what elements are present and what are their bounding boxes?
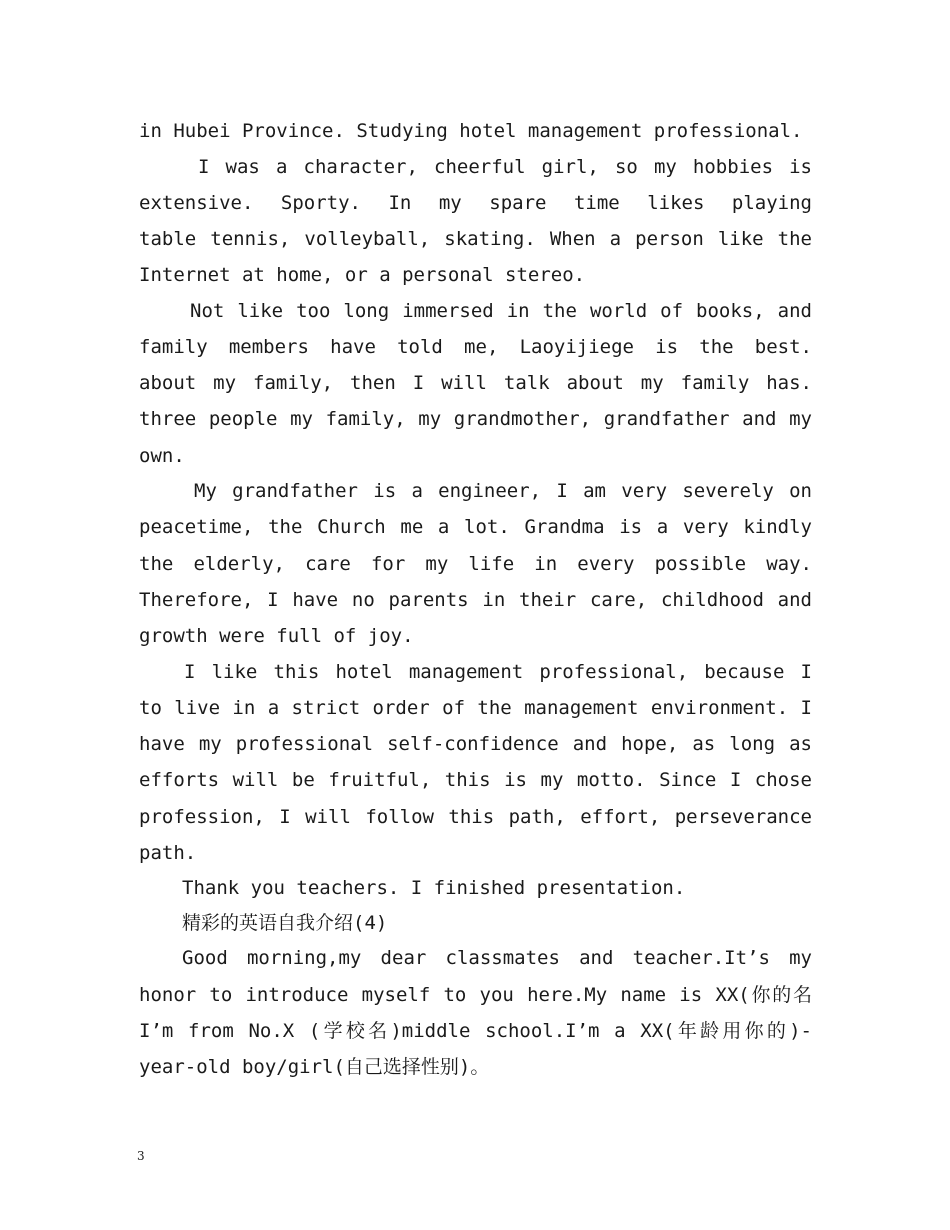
text-line: Therefore, I have no parents in their care, childhood and <box>139 589 812 611</box>
text-line: three people my family, my grandmother, grandfather and my <box>139 408 812 430</box>
text-line: Not like too long immersed in the world of books, and <box>190 300 812 322</box>
text-line: extensive. Sporty. In my spare time likes playing <box>139 192 812 214</box>
text-line: I was a character, cheerful girl, so my hobbies is <box>198 156 812 178</box>
text-line: table tennis, volleyball, skating. When a person like the <box>139 228 812 250</box>
text-line: about my family, then I will talk about my family has. <box>139 372 812 394</box>
text-line: I’m from No.X (学校名)middle school.I’m a XX(年龄用你的)- <box>139 1020 812 1042</box>
section-heading: 精彩的英语自我介绍(4) <box>182 912 388 934</box>
text-line: honor to introduce myself to you here.My name is XX(你的名 <box>139 984 812 1006</box>
text-line: have my professional self-confidence and hope, as long as <box>139 733 812 755</box>
text-line: in Hubei Province. Studying hotel management professional. <box>139 120 803 142</box>
text-line: to live in a strict order of the management environment. I <box>139 697 812 719</box>
text-line: peacetime, the Church me a lot. Grandma is a very kindly <box>139 516 812 538</box>
text-line: My grandfather is a engineer, I am very severely on <box>194 480 812 502</box>
text-line: own. <box>139 445 185 467</box>
text-line: Good morning,my dear classmates and teacher.It’s my <box>182 947 812 969</box>
text-line: efforts will be fruitful, this is my motto. Since I chose <box>139 769 812 791</box>
page-number: 3 <box>137 1149 145 1163</box>
text-line: growth were full of joy. <box>139 625 414 647</box>
text-line: profession, I will follow this path, effort, perseverance <box>139 806 812 828</box>
text-line: family members have told me, Laoyijiege is the best. <box>139 336 812 358</box>
text-line: Thank you teachers. I finished presentation. <box>182 877 686 899</box>
text-line: I like this hotel management professional, because I <box>184 661 812 683</box>
text-line: year-old boy/girl(自己选择性别)。 <box>139 1056 490 1078</box>
text-line: path. <box>139 842 197 864</box>
text-line: Internet at home, or a personal stereo. <box>139 264 586 286</box>
text-line: the elderly, care for my life in every possible way. <box>139 553 812 575</box>
